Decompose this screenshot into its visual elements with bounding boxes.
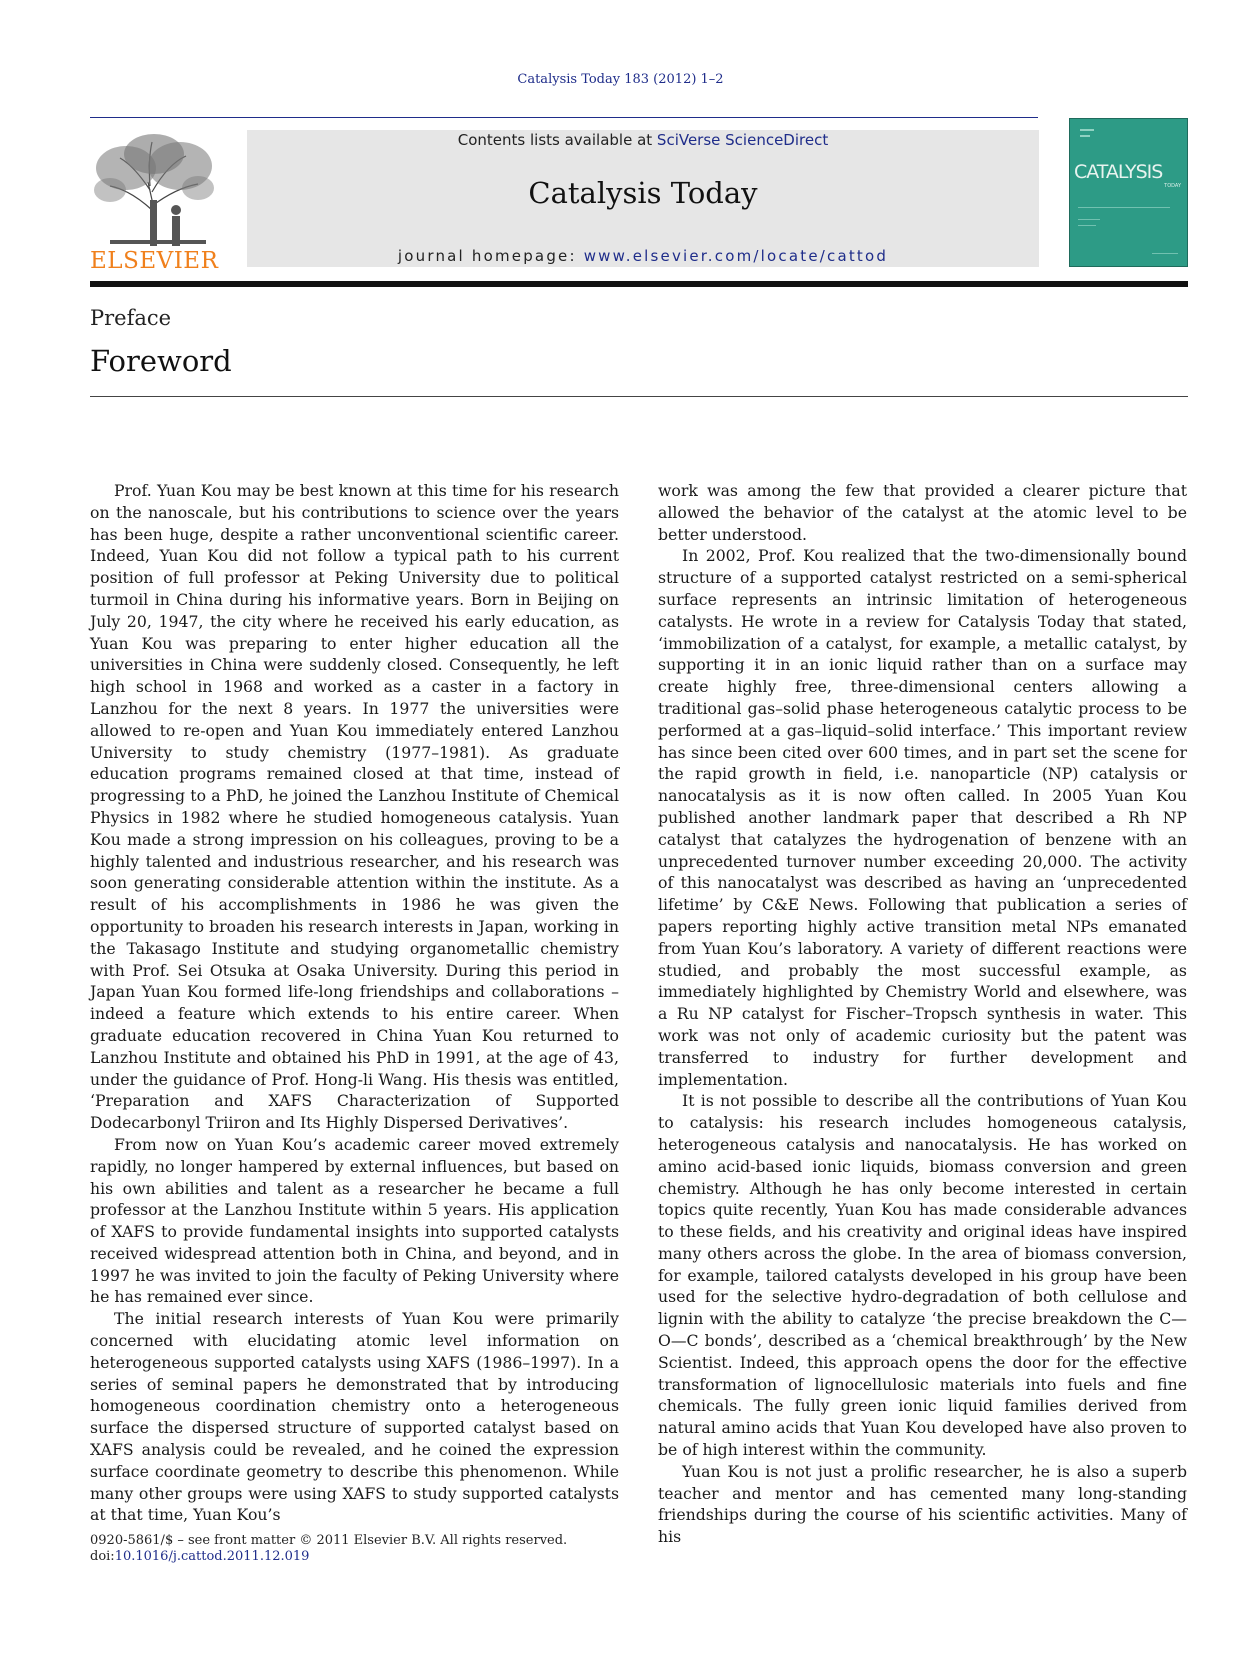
cover-title: CATALYSIS [1074, 161, 1163, 183]
journal-title: Catalysis Today [528, 176, 758, 210]
issn-line: 0920-5861/$ – see front matter © 2011 Elsevier B.V. All rights reserved. [90, 1533, 568, 1548]
header-rule [90, 117, 1038, 118]
homepage-prefix: journal homepage: [397, 247, 584, 265]
article-title: Foreword [90, 344, 232, 378]
contents-line [247, 131, 1039, 149]
doi-link[interactable]: 10.1016/j.cattod.2011.12.019 [114, 1549, 310, 1564]
paragraph: Prof. Yuan Kou may be best known at this time for his research on the nanoscale, but his contributions to science over the years has been huge, despite a rather unconventional scientific career. Indeed, Yuan Kou did not follow a typical path to his current position of full professor at Peking University due to political turmoil in China during his informative years. Born in Beijing on July 20, 1947, the city where he received his early education, as Yuan Kou was preparing to enter higher education all the universities in China were suddenly closed. Consequently, he left high school in 1968 and worked as a caster in a factory in Lanzhou for the next 8 years. In 1977 the universities were allowed to re-open and Yuan Kou immediately entered Lanzhou University to study chemistry (1977–1981). As graduate education programs remained closed at that time, instead of progressing to a PhD, he joined the Lanzhou Institute of Chemical Physics in 1982 where he studied homogeneous catalysis. Yuan Kou made a strong impression on his colleagues, proving to be a highly talented and industrious researcher, and his research was soon generating considerable attention within the institute. As a result of his accomplishments in 1986 he was given the opportunity to broaden his research interests in Japan, working in the Takasago Institute and studying organometallic chemistry with Prof. Sei Otsuka at Osaka University. During this period in Japan Yuan Kou formed life-long friendships and collaborations – indeed a feature which extends to his entire career. When graduate education recovered in China Yuan Kou returned to Lanzhou Institute and obtained his PhD in 1991, at the age of 43, under the guidance of Prof. Hong-li Wang. His thesis was entitled, ‘Preparation and XAFS Characterization of Supported Dodecarbonyl Triiron and Its Highly Dispersed Derivatives’. [90, 481, 619, 1133]
doi-prefix: doi: [90, 1549, 115, 1564]
body-column-left [90, 480, 619, 1526]
cover-mark [1080, 129, 1094, 131]
cover-subtitle: TODAY [1164, 183, 1181, 189]
cover-mark [1152, 253, 1178, 254]
journal-banner [247, 130, 1039, 267]
paragraph: From now on Yuan Kou’s academic career moved extremely rapidly, no longer hampered by external influences, but based on his own abilities and talent as a researcher he became a full professor at the Lanzhou Institute within 5 years. His application of XAFS to provide fundamental insights into supported catalysts received widespread attention both in China, and beyond, and in 1997 he was invited to join the faculty of Peking University where he has remained ever since. [90, 1134, 619, 1307]
body-column-right [658, 480, 1187, 1548]
footer [90, 1533, 567, 1565]
homepage-line [247, 247, 1039, 265]
elsevier-wordmark: ELSEVIER [90, 248, 219, 274]
journal-citation[interactable]: Catalysis Today 183 (2012) 1–2 [517, 72, 724, 87]
cover-mark [1080, 135, 1090, 137]
contents-prefix: Contents lists available at [457, 131, 657, 149]
elsevier-logo[interactable] [90, 130, 219, 274]
paragraph: Yuan Kou is not just a prolific researcher, he is also a superb teacher and mentor and has cemented many long-standing friendships during the course of his scientific activities. Many of his [658, 1461, 1187, 1547]
cover-mark [1078, 225, 1096, 226]
header-thick-rule [90, 281, 1188, 287]
journal-cover[interactable] [1069, 118, 1188, 267]
paragraph: It is not possible to describe all the contributions of Yuan Kou to catalysis: his research includes homogeneous catalysis, heterogeneous catalysis and nanocatalysis. He has worked on amino acid-based ionic liquids, biomass conversion and green chemistry. Although he has only become interested in certain topics quite recently, Yuan Kou has made considerable advances to these fields, and his creativity and original ideas have inspired many others across the globe. In the area of biomass conversion, for example, tailored catalysts developed in his group have been used for the selective hydro-degradation of both cellulose and lignin with the ability to catalyze ‘the precise breakdown the C—O—C bonds’, described as a ‘chemical breakthrough’ by the New Scientist. Indeed, this approach opens the door for the effective transformation of lignocellulosic materials into fuels and fine chemicals. The fully green ionic liquid families derived from natural amino acids that Yuan Kou developed have also proven to be of high interest within the community. [658, 1091, 1187, 1460]
cover-mark [1078, 219, 1100, 220]
title-rule [90, 396, 1188, 397]
tree-icon [90, 130, 218, 248]
cover-mark [1078, 207, 1170, 208]
paragraph: work was among the few that provided a clearer picture that allowed the behavior of the catalyst at the atomic level to be better understood. [658, 481, 1187, 544]
section-label: Preface [90, 306, 172, 330]
homepage-link[interactable]: www.elsevier.com/locate/cattod [583, 247, 889, 265]
paragraph: The initial research interests of Yuan Kou were primarily concerned with elucidating atomic level information on heterogeneous supported catalysts using XAFS (1986–1997). In a series of seminal papers he demonstrated that by introducing homogeneous coordination chemistry onto a heterogeneous surface the dispersed structure of supported catalyst based on XAFS analysis could be revealed, and he coined the expression surface coordinate geometry to describe this phenomenon. While many other groups were using XAFS to study supported catalysts at that time, Yuan Kou’s [90, 1309, 619, 1525]
paragraph: In 2002, Prof. Kou realized that the two-dimensionally bound structure of a supported catalyst restricted on a semi-spherical surface represents an intrinsic limitation of heterogeneous catalysts. He wrote in a review for Catalysis Today that stated, ‘immobilization of a catalyst, for example, a metallic catalyst, by supporting it in an ionic liquid rather than on a surface may create highly free, three-dimensional centers allowing a traditional gas–solid phase heterogeneous catalytic process to be performed at a gas–liquid–solid interface.’ This important review has since been cited over 600 times, and in part set the scene for the rapid growth in field, i.e. nanoparticle (NP) catalysis or nanocatalysis as it is now often called. In 2005 Yuan Kou published another landmark paper that described a Rh NP catalyst that catalyzes the hydrogenation of benzene with an unprecedented turnover number exceeding 20,000. The activity of this nanocatalyst was described as having an ‘unprecedented lifetime’ by C&E News. Following that publication a series of papers reporting highly active transition metal NPs emanated from Yuan Kou’s laboratory. A variety of different reactions were studied, and probably the most successful example, as immediately highlighted by Chemistry World and elsewhere, was a Ru NP catalyst for Fischer–Tropsch synthesis in water. This work was not only of academic curiosity but the patent was transferred to industry for further development and implementation. [658, 546, 1187, 1089]
doi-line [90, 1549, 567, 1565]
sciencedirect-link[interactable]: SciVerse ScienceDirect [656, 131, 829, 149]
